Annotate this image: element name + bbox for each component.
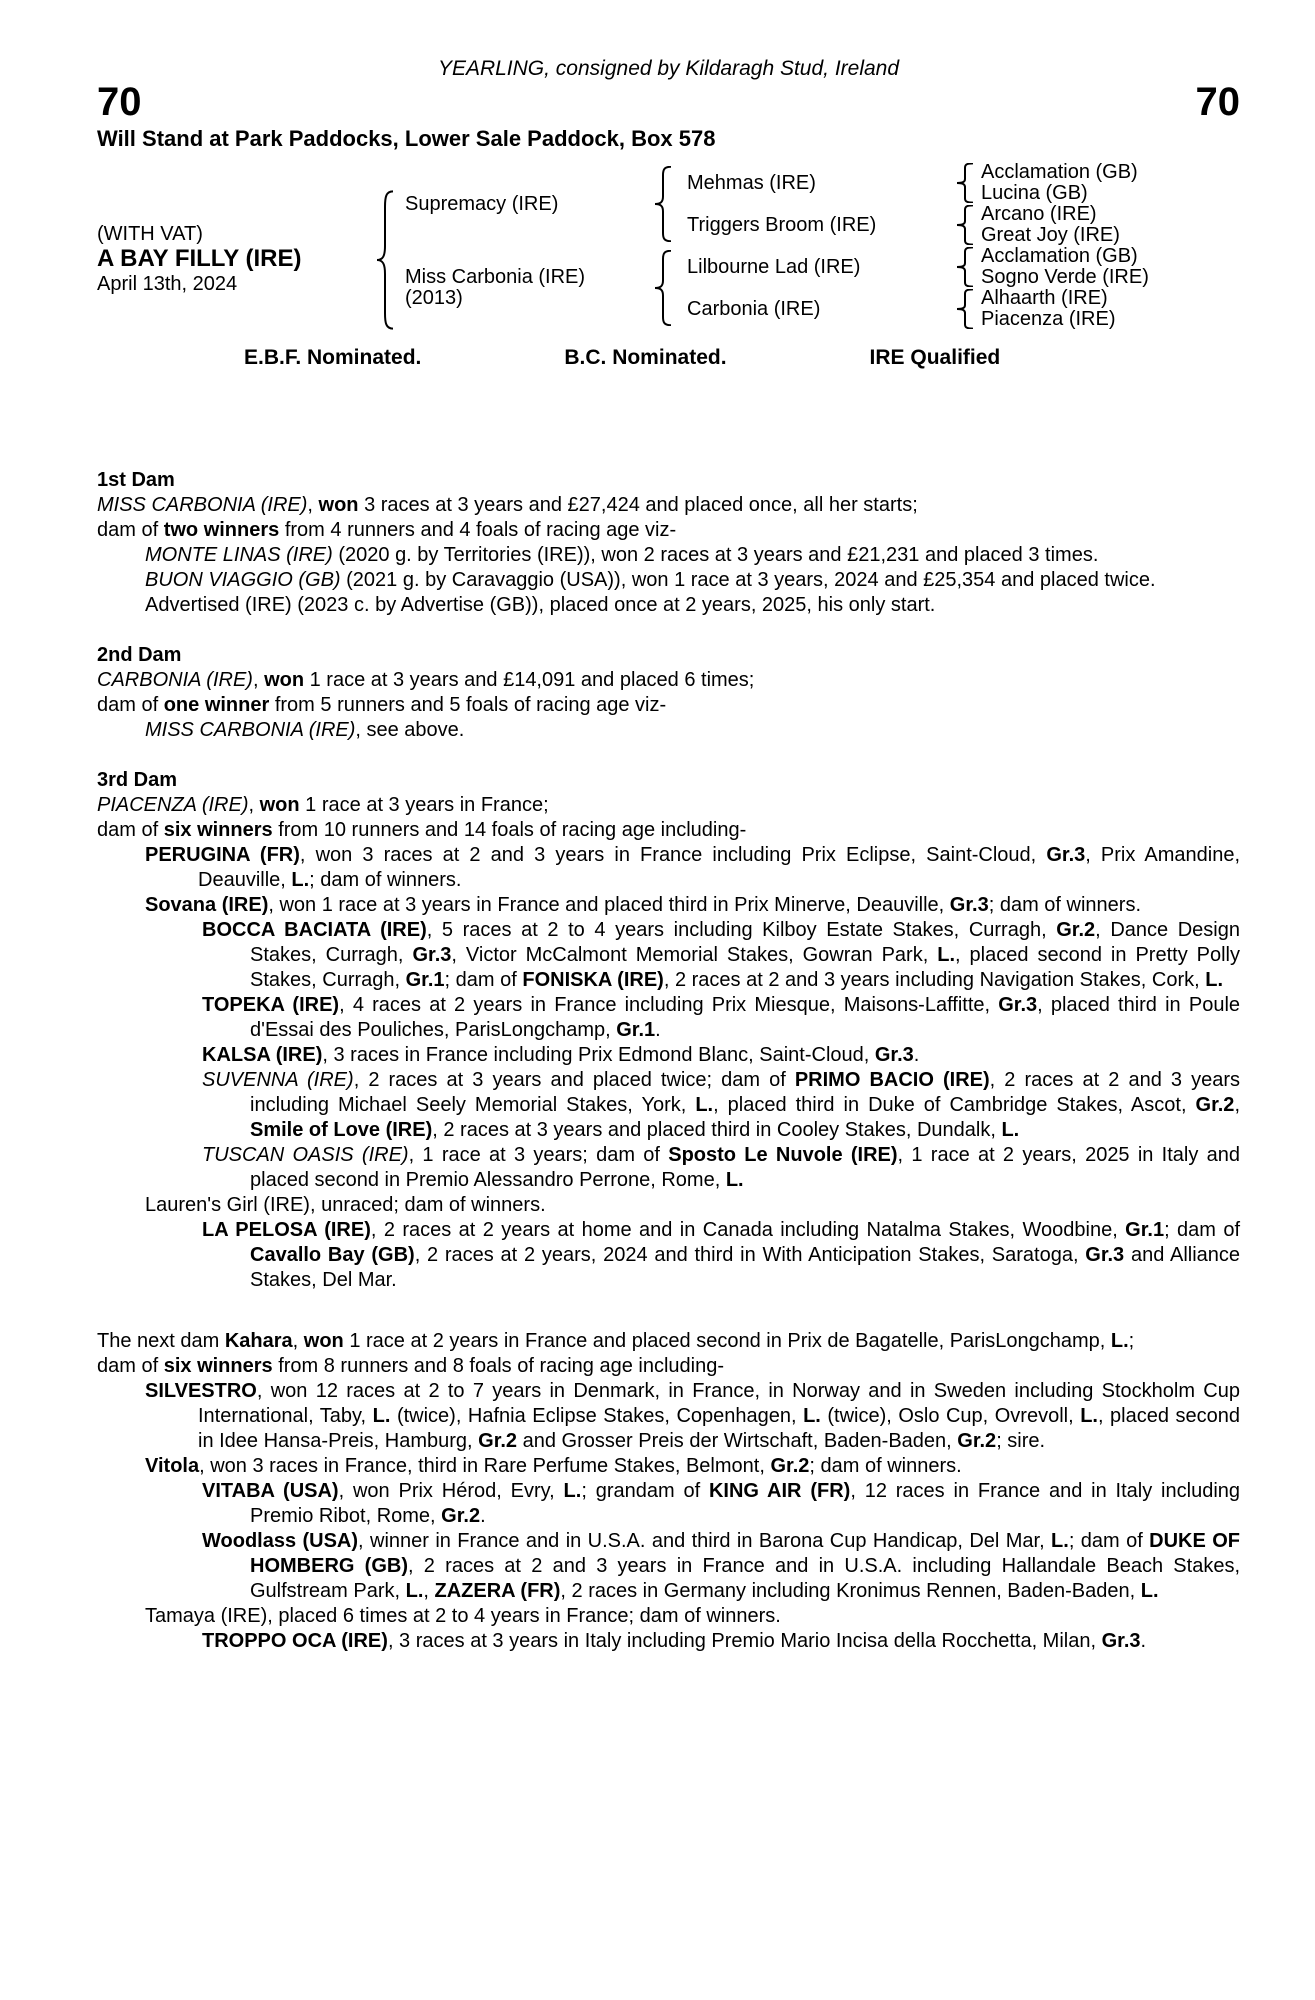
- pedigree-paragraph: TUSCAN OASIS (IRE), 1 race at 3 years; dam of Sposto Le Nuvole (IRE), 1 race at 2 years, 2025 in Italy and placed second in Premio Alessandro Perrone, Rome, L.: [202, 1144, 1241, 1191]
- brace-icon: [653, 250, 673, 326]
- dam-section: [97, 468, 1240, 618]
- pedigree-paragraph: CARBONIA (IRE), won 1 race at 3 years and £14,091 and placed 6 times;: [97, 669, 755, 691]
- vat-note: (WITH VAT): [97, 223, 203, 245]
- pedigree-paragraph: The next dam Kahara, won 1 race at 2 years in France and placed second in Prix de Bagatelle, ParisLongchamp, L.;: [97, 1330, 1135, 1352]
- pedigree-paragraph: Woodlass (USA), winner in France and in U.S.A. and third in Barona Cup Handicap, Del Mar, L.; dam of DUKE OF HOMBERG (GB), 2 races at 2 and 3 years in France and in U.S.A. including Hallandale Beach Stakes, Gulfstream Park, L., ZAZERA (FR), 2 races in Germany including Kronimus Rennen, Baden-Baden, L.: [202, 1530, 1240, 1602]
- pedigree-great-granddam: Lucina (GB): [981, 182, 1088, 204]
- pedigree-great-grandsire: Alhaarth (IRE): [981, 287, 1108, 309]
- consignor-line: YEARLING, consigned by Kildaragh Stud, Ireland: [437, 57, 900, 80]
- pedigree-paragraph: BOCCA BACIATA (IRE), 5 races at 2 to 4 years including Kilboy Estate Stakes, Curragh, Gr.2, Dance Design Stakes, Curragh, Gr.3, Victor McCalmont Memorial Stakes, Gowran Park, L., placed second in Pretty Polly Stakes, Curragh, Gr.1; dam of FONISKA (IRE), 2 races at 2 and 3 years including Navigation Stakes, Cork, L.: [202, 919, 1241, 991]
- pedigree-dam-year: (2013): [405, 287, 463, 309]
- section-heading: 1st Dam: [97, 469, 175, 491]
- pedigree-sire-sire: Mehmas (IRE): [687, 171, 816, 194]
- brace-icon: [375, 190, 395, 330]
- pedigree-paragraph: PIACENZA (IRE), won 1 race at 3 years in France;: [97, 794, 549, 816]
- brace-icon: [955, 163, 975, 203]
- pedigree-paragraph: MONTE LINAS (IRE) (2020 g. by Territories (IRE)), won 2 races at 3 years and £21,231 and placed 3 times.: [145, 544, 1099, 566]
- pedigree-paragraph: Advertised (IRE) (2023 c. by Advertise (GB)), placed once at 2 years, 2025, his only start.: [145, 594, 936, 616]
- pedigree-great-granddam: Great Joy (IRE): [981, 224, 1120, 246]
- pedigree-paragraph: PERUGINA (FR), won 3 races at 2 and 3 years in France including Prix Eclipse, Saint-Cloud, Gr.3, Prix Amandine, Deauville, L.; dam of winners.: [145, 844, 1240, 891]
- pedigree-great-granddam: Piacenza (IRE): [981, 308, 1116, 330]
- dam-section: [97, 768, 1240, 1293]
- dam-section: [97, 643, 1240, 743]
- pedigree-paragraph: KALSA (IRE), 3 races in France including Prix Edmond Blanc, Saint-Cloud, Gr.3.: [202, 1044, 920, 1066]
- pedigree-sire-dam: Triggers Broom (IRE): [687, 213, 877, 236]
- horse-info: [97, 196, 375, 296]
- pedigree-paragraph: MISS CARBONIA (IRE), see above.: [145, 719, 465, 741]
- brace-icon: [955, 247, 975, 287]
- pedigree-paragraph: SUVENNA (IRE), 2 races at 3 years and placed twice; dam of PRIMO BACIO (IRE), 2 races at 2 and 3 years including Michael Seely Memorial Stakes, York, L., placed third in Duke of Cambridge Stakes, Ascot, Gr.2, Smile of Love (IRE), 2 races at 3 years and placed third in Cooley Stakes, Dundalk, L.: [202, 1069, 1240, 1141]
- pedigree-great-grandsire: Acclamation (GB): [981, 245, 1138, 267]
- pedigree-paragraph: Tamaya (IRE), placed 6 times at 2 to 4 years in France; dam of winners.: [145, 1605, 781, 1627]
- bc-nomination: B.C. Nominated.: [564, 346, 727, 369]
- catalogue-body: [97, 468, 1240, 1654]
- section-heading: 2nd Dam: [97, 644, 182, 666]
- pedigree-table: [97, 162, 1240, 330]
- pedigree-paragraph: TROPPO OCA (IRE), 3 races at 3 years in Italy including Premio Mario Incisa della Rocchetta, Milan, Gr.3.: [202, 1630, 1147, 1652]
- dam-section: [97, 1329, 1240, 1654]
- pedigree-dam-name: Miss Carbonia (IRE): [405, 266, 586, 288]
- horse-foal-date: April 13th, 2024: [97, 273, 238, 295]
- pedigree-paragraph: LA PELOSA (IRE), 2 races at 2 years at home and in Canada including Natalma Stakes, Woodbine, Gr.1; dam of Cavallo Bay (GB), 2 races at 2 years, 2024 and third in With Anticipation Stakes, Saratoga, Gr.3 and Alliance Stakes, Del Mar.: [202, 1219, 1241, 1291]
- lot-number-right: 70: [1195, 80, 1240, 124]
- pedigree-great-granddam: Sogno Verde (IRE): [981, 266, 1149, 288]
- brace-icon: [955, 289, 975, 329]
- pedigree-paragraph: BUON VIAGGIO (GB) (2021 g. by Caravaggio (USA)), won 1 race at 3 years, 2024 and £25,354 and placed twice.: [145, 569, 1156, 591]
- stand-location-line: Will Stand at Park Paddocks, Lower Sale Paddock, Box 578: [97, 126, 716, 151]
- pedigree-paragraph: VITABA (USA), won Prix Hérod, Evry, L.; grandam of KING AIR (FR), 12 races in France and in Italy including Premio Ribot, Rome, Gr.2.: [202, 1480, 1241, 1527]
- ebf-nomination: E.B.F. Nominated.: [244, 346, 422, 369]
- pedigree-sire: Supremacy (IRE): [405, 192, 559, 215]
- pedigree-paragraph: dam of six winners from 10 runners and 14 foals of racing age including-: [97, 819, 747, 841]
- brace-icon: [653, 166, 673, 242]
- lot-number-row: [97, 82, 1240, 122]
- pedigree-paragraph: MISS CARBONIA (IRE), won 3 races at 3 years and £27,424 and placed once, all her starts;: [97, 494, 918, 516]
- horse-name: A BAY FILLY (IRE): [97, 245, 302, 272]
- pedigree-paragraph: Sovana (IRE), won 1 race at 3 years in France and placed third in Prix Minerve, Deauville, Gr.3; dam of winners.: [145, 894, 1142, 916]
- pedigree-paragraph: dam of two winners from 4 runners and 4 foals of racing age viz-: [97, 519, 677, 541]
- section-heading: 3rd Dam: [97, 769, 178, 791]
- pedigree-great-grandsire: Arcano (IRE): [981, 203, 1097, 225]
- pedigree-paragraph: SILVESTRO, won 12 races at 2 to 7 years in Denmark, in France, in Norway and in Sweden including Stockholm Cup International, Taby, L. (twice), Hafnia Eclipse Stakes, Copenhagen, L. (twice), Oslo Cup, Ovrevoll, L., placed second in Idee Hansa-Preis, Hamburg, Gr.2 and Grosser Preis der Wirtschaft, Baden-Baden, Gr.2; sire.: [145, 1380, 1240, 1452]
- pedigree-paragraph: Vitola, won 3 races in France, third in Rare Perfume Stakes, Belmont, Gr.2; dam of winners.: [145, 1455, 962, 1477]
- lot-number-left: 70: [97, 80, 142, 124]
- pedigree-dam: [405, 267, 653, 309]
- ire-qualified: IRE Qualified: [869, 346, 1001, 369]
- nominations-line: [97, 346, 1240, 370]
- pedigree-paragraph: Lauren's Girl (IRE), unraced; dam of winners.: [145, 1194, 546, 1216]
- pedigree-paragraph: TOPEKA (IRE), 4 races at 2 years in France including Prix Miesque, Maisons-Laffitte, Gr.3, placed third in Poule d'Essai des Pouliches, ParisLongchamp, Gr.1.: [202, 994, 1241, 1041]
- pedigree-great-grandsire: Acclamation (GB): [981, 161, 1138, 183]
- pedigree-dam-dam: Carbonia (IRE): [687, 297, 821, 320]
- brace-icon: [955, 205, 975, 245]
- pedigree-dam-sire: Lilbourne Lad (IRE): [687, 255, 861, 278]
- pedigree-paragraph: dam of six winners from 8 runners and 8 foals of racing age including-: [97, 1355, 725, 1377]
- pedigree-paragraph: dam of one winner from 5 runners and 5 foals of racing age viz-: [97, 694, 667, 716]
